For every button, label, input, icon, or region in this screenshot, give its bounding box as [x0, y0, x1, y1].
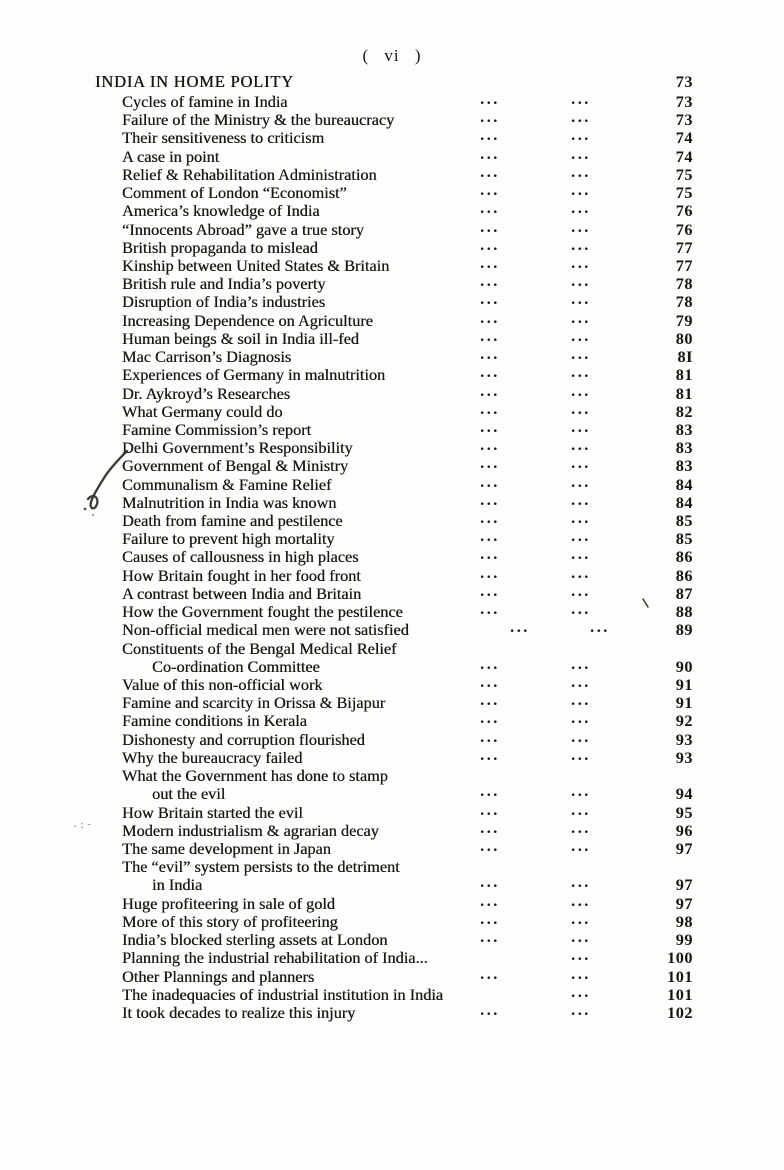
handwritten-scribble-annotation: [80, 448, 132, 518]
dot-leader: ...: [480, 416, 500, 436]
toc-page-number: 97: [675, 893, 693, 913]
dot-leader: ...: [480, 963, 500, 983]
toc-entry-title: Experiences of Germany in malnutrition: [122, 365, 386, 385]
folio-number: ( vi ): [362, 46, 422, 65]
dot-leader: ...: [571, 890, 591, 910]
toc-entry-title: How Britain fought in her food front: [122, 565, 361, 585]
toc-entry-title: The “evil” system persists to the detriment: [122, 857, 400, 877]
dot-leader: ...: [571, 252, 591, 272]
toc-page-number: 78: [675, 292, 693, 312]
dot-leader: ...: [480, 489, 500, 509]
toc-entry-title: Famine and scarcity in Orissa & Bijapur: [122, 693, 386, 713]
dot-leader: ...: [571, 216, 591, 236]
toc-page-number: 77: [675, 237, 693, 257]
dot-leader: ...: [480, 453, 500, 473]
toc-entry-title: Malnutrition in India was known: [122, 492, 337, 512]
toc-page-number: 76: [675, 219, 693, 239]
toc-page-number: 81: [675, 383, 693, 403]
toc-entry-title: Other Plannings and planners: [122, 966, 315, 986]
dot-leader: ...: [571, 180, 591, 200]
dot-leader: ...: [480, 890, 500, 910]
toc-entry-title: Increasing Dependence on Agriculture: [122, 310, 373, 330]
dot-leader: ...: [571, 380, 591, 400]
toc-entry-title: Death from famine and pestilence: [122, 511, 343, 531]
dot-leader: ...: [510, 617, 530, 637]
toc-entry-title: Disruption of India’s industries: [122, 292, 326, 312]
dot-leader: ...: [480, 325, 500, 345]
toc-entry-title: Modern industrialism & agrarian decay: [122, 820, 379, 840]
toc-entry-title: British rule and India’s poverty: [122, 274, 326, 294]
toc-entry-title: Non-official medical men were not satisfied: [122, 620, 409, 640]
toc-entry-title: Mac Carrison’s Diagnosis: [122, 347, 292, 367]
dot-leader: ...: [480, 216, 500, 236]
dot-leader: ...: [480, 927, 500, 947]
dot-leader: ...: [480, 161, 500, 181]
dot-leader: ...: [571, 999, 591, 1019]
dot-leader: ...: [571, 872, 591, 892]
toc-page-number: 88: [675, 602, 693, 622]
dot-leader: ...: [571, 599, 591, 619]
toc-entry-title: in India: [152, 875, 203, 895]
toc-entry-title: British propaganda to mislead: [122, 237, 318, 257]
dot-leader: ...: [571, 526, 591, 546]
toc-entry-title: Co-ordination Committee: [152, 656, 320, 676]
dot-leader: ...: [480, 380, 500, 400]
toc-page-number: 81: [675, 365, 693, 385]
toc-row: [95, 835, 695, 858]
toc-entry-title: How the Government fought the pestilence: [122, 602, 403, 622]
dot-leader: ...: [571, 781, 591, 801]
toc-page-number: 101: [667, 966, 693, 986]
dot-leader: ...: [571, 908, 591, 928]
dot-leader: ...: [571, 198, 591, 218]
dot-leader: ...: [571, 471, 591, 491]
pencil-mark-annotation: -:-: [71, 818, 94, 833]
toc-entry-title: Planning the industrial rehabilitation of India...: [122, 948, 428, 968]
dot-leader: ...: [480, 435, 500, 455]
dot-leader: ...: [571, 508, 591, 528]
toc-page-number: 101: [667, 984, 693, 1004]
dot-leader: ...: [480, 362, 500, 382]
dot-leader: ...: [571, 143, 591, 163]
dot-leader: ...: [571, 690, 591, 710]
toc-page-number: 80: [675, 328, 693, 348]
dot-leader: ...: [571, 362, 591, 382]
dot-leader: ...: [480, 744, 500, 764]
dot-leader: ...: [480, 344, 500, 364]
toc-entry-title: A case in point: [122, 146, 220, 166]
toc-page-number: 99: [675, 930, 693, 950]
toc-entry-title: What Germany could do: [122, 401, 283, 421]
toc-entry-title: Relief & Rehabilitation Administration: [122, 164, 377, 184]
dot-leader: ...: [571, 672, 591, 691]
toc-page-number: 82: [675, 401, 693, 421]
toc-page-number: 83: [675, 456, 693, 476]
toc-page-number: 74: [675, 128, 693, 148]
dot-leader: ...: [571, 726, 591, 746]
dot-leader: ...: [571, 234, 591, 254]
toc-entry-title: Comment of London “Economist”: [122, 183, 347, 203]
dot-leader: ...: [571, 580, 591, 600]
toc-page-number: 84: [675, 492, 693, 512]
toc-entry-title: More of this story of profiteering: [122, 911, 338, 931]
toc-page-number: 75: [675, 164, 693, 184]
toc-entry-title: India’s blocked sterling assets at London: [122, 930, 388, 950]
dot-leader: ...: [571, 963, 591, 983]
toc-page-number: 95: [675, 802, 693, 822]
toc-page-number: 75: [675, 183, 693, 203]
toc-entry-title: Value of this non-official work: [122, 675, 323, 694]
dot-leader: ...: [480, 872, 500, 892]
dot-leader: ...: [480, 234, 500, 254]
toc-entry-title: Famine Commission’s report: [122, 419, 312, 439]
dot-leader: ...: [571, 489, 591, 509]
toc-row: [95, 617, 695, 640]
dot-leader: ...: [480, 107, 500, 127]
toc-entry-title: The inadequacies of industrial institution in India: [122, 984, 444, 1004]
toc-page-number: 86: [675, 565, 693, 585]
dot-leader: ...: [480, 398, 500, 418]
section-page-number: 73: [675, 72, 693, 91]
toc-entry-title: The same development in Japan: [122, 838, 331, 858]
toc-page-number: 8I: [677, 347, 693, 367]
toc-entry-title: It took decades to realize this injury: [122, 1002, 356, 1022]
dot-leader: ...: [571, 271, 591, 291]
toc-page-number: 83: [675, 419, 693, 439]
toc-page-number: 89: [675, 620, 693, 640]
toc-page-number: 97: [675, 875, 693, 895]
toc-row: [95, 744, 695, 767]
dot-leader: ...: [480, 271, 500, 291]
toc-entry-title: Their sensitiveness to criticism: [122, 128, 325, 148]
dot-leader: ...: [571, 325, 591, 345]
dot-leader: ...: [571, 435, 591, 455]
section-title: INDIA IN HOME POLITY: [95, 72, 294, 91]
toc-page-number: 91: [675, 693, 693, 713]
toc-entry-title: Famine conditions in Kerala: [122, 711, 307, 731]
dot-leader: ...: [480, 180, 500, 200]
dot-leader: ...: [480, 198, 500, 218]
dot-leader: ...: [480, 89, 500, 108]
toc-entry-title: How Britain started the evil: [122, 802, 303, 822]
dot-leader: ...: [571, 927, 591, 947]
toc-page-number: 76: [675, 201, 693, 221]
toc-page-number: 93: [675, 747, 693, 767]
dot-leader: ...: [571, 307, 591, 327]
dot-leader: ...: [480, 508, 500, 528]
dot-leader: ...: [480, 999, 500, 1019]
dot-leader: ...: [571, 799, 591, 819]
dot-leader: ...: [480, 289, 500, 309]
toc-entry-title: Failure to prevent high mortality: [122, 529, 335, 549]
dot-leader: ...: [480, 526, 500, 546]
toc-page-number: 84: [675, 474, 693, 494]
dot-leader: ...: [480, 143, 500, 163]
toc-entry-title: Why the bureaucracy failed: [122, 747, 303, 767]
toc-entry-title: Constituents of the Bengal Medical Relief: [122, 638, 397, 658]
dot-leader: ...: [480, 781, 500, 801]
toc-entry-title: Delhi Government’s Responsibility: [122, 438, 353, 458]
toc-entry-title: A contrast between India and Britain: [122, 583, 362, 603]
dot-leader: ...: [571, 544, 591, 564]
toc-entry-title: Causes of callousness in high places: [122, 547, 359, 567]
dot-leader: ...: [480, 544, 500, 564]
toc-entry-title: out the evil: [152, 784, 226, 804]
dot-leader: ...: [480, 690, 500, 710]
toc-page-number: 102: [667, 1002, 693, 1022]
toc-entry-title: America’s knowledge of India: [122, 201, 320, 221]
toc-page-number: 78: [675, 274, 693, 294]
table-of-contents: [95, 72, 695, 1021]
dot-leader: ...: [480, 125, 500, 145]
dot-leader: ...: [571, 416, 591, 436]
dot-leader: ...: [480, 726, 500, 746]
dot-leader: ...: [571, 398, 591, 418]
toc-page-number: 83: [675, 438, 693, 458]
toc-entry-title: Cycles of famine in India: [122, 92, 288, 111]
dot-leader: ...: [590, 617, 610, 637]
toc-page-number: 98: [675, 911, 693, 931]
toc-entry-title: Dr. Aykroyd’s Researches: [122, 383, 291, 403]
dot-leader: ...: [480, 252, 500, 272]
dot-leader: ...: [571, 453, 591, 473]
toc-page-number: 94: [675, 784, 693, 804]
dot-leader: ...: [571, 107, 591, 127]
toc-entry-title: What the Government has done to stamp: [122, 766, 388, 786]
dot-leader: ...: [480, 562, 500, 582]
dot-leader: ...: [480, 580, 500, 600]
dot-leader: ...: [571, 744, 591, 764]
toc-page-number: 77: [675, 255, 693, 275]
toc-page-number: 96: [675, 820, 693, 840]
dot-leader: ...: [571, 125, 591, 145]
toc-entry-title: Communalism & Famine Relief: [122, 474, 332, 494]
toc-entry-title: Kinship between United States & Britain: [122, 255, 390, 275]
dot-leader: ...: [480, 908, 500, 928]
toc-page-number: 90: [675, 656, 693, 676]
ink-tick-annotation: [641, 597, 651, 609]
toc-entry-list: [95, 89, 695, 1022]
toc-page-number: 74: [675, 146, 693, 166]
dot-leader: ...: [571, 161, 591, 181]
toc-entry-title: Dishonesty and corruption flourished: [122, 729, 365, 749]
dot-leader: ...: [571, 945, 591, 965]
toc-page-number: 92: [675, 711, 693, 731]
toc-entry-title: Failure of the Ministry & the bureaucracy: [122, 110, 395, 130]
dot-leader: ...: [480, 835, 500, 855]
dot-leader: ...: [571, 344, 591, 364]
toc-page-number: 79: [675, 310, 693, 330]
dot-leader: ...: [571, 562, 591, 582]
toc-page-number: 73: [675, 92, 693, 111]
toc-entry-title: Huge profiteering in sale of gold: [122, 893, 335, 913]
toc-page-number: 93: [675, 729, 693, 749]
dot-leader: ...: [571, 89, 591, 108]
dot-leader: ...: [571, 653, 591, 673]
toc-entry-title: “Innocents Abroad” gave a true story: [122, 219, 364, 239]
toc-page-number: 100: [667, 948, 693, 968]
dot-leader: ...: [571, 708, 591, 728]
toc-page-number: 86: [675, 547, 693, 567]
toc-page-number: 91: [675, 675, 693, 694]
dot-leader: ...: [480, 817, 500, 837]
toc-page-number: 85: [675, 529, 693, 549]
dot-leader: ...: [571, 817, 591, 837]
dot-leader: ...: [480, 799, 500, 819]
dot-leader: ...: [480, 708, 500, 728]
toc-page-number: 87: [675, 583, 693, 603]
toc-entry-title: Government of Bengal & Ministry: [122, 456, 349, 476]
toc-entry-title: Human beings & soil in India ill-fed: [122, 328, 359, 348]
dot-leader: ...: [480, 471, 500, 491]
dot-leader: ...: [480, 307, 500, 327]
toc-page-number: 97: [675, 838, 693, 858]
dot-leader: ...: [480, 672, 500, 691]
dot-leader: ...: [480, 599, 500, 619]
dot-leader: ...: [571, 289, 591, 309]
dot-leader: ...: [480, 653, 500, 673]
dot-leader: ...: [571, 835, 591, 855]
dot-leader: ...: [571, 981, 591, 1001]
toc-row: [95, 999, 695, 1022]
toc-page-number: 85: [675, 511, 693, 531]
toc-page-number: 73: [675, 110, 693, 130]
